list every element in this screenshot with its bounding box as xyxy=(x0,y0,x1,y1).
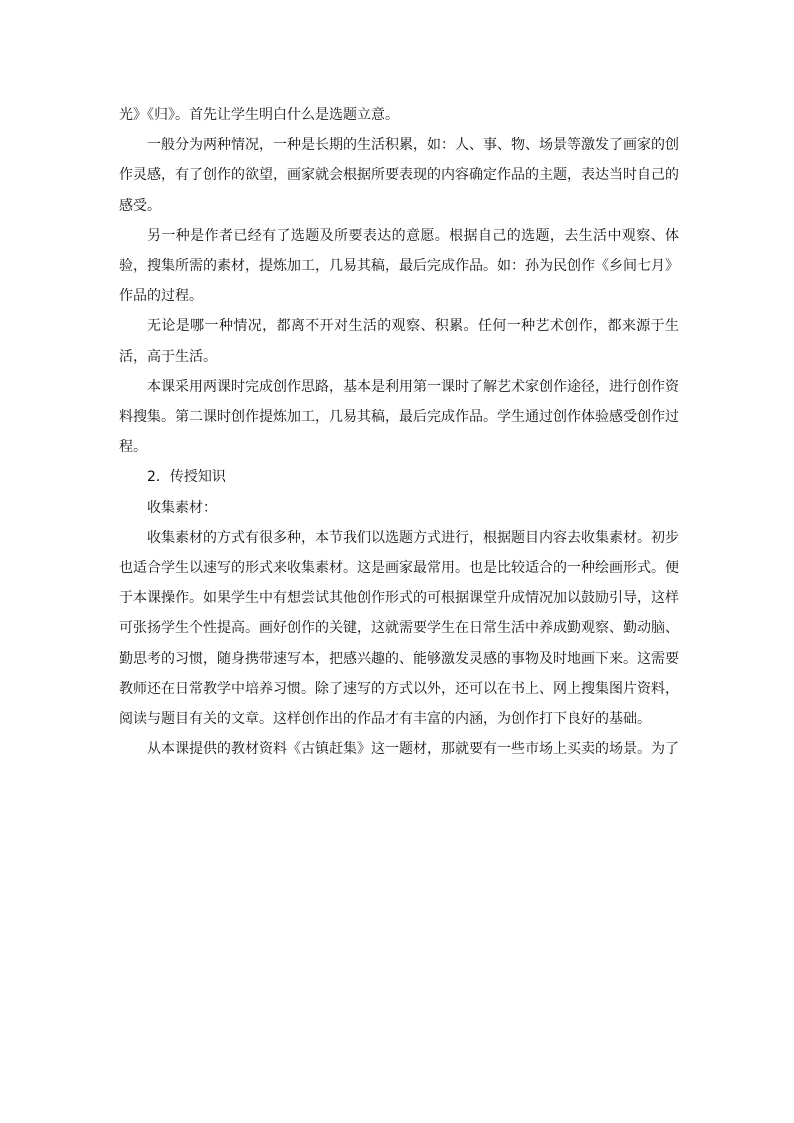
paragraph-two-lessons: 本课采用两课时完成创作思路，基本是利用第一课时了解艺术家创作途径，进行创作资料搜集。第二课时创作提炼加工，几易其稿，最后完成作品。学生通过创作体验感受创作过程。 xyxy=(119,378,679,456)
paragraph-two-situations: 一般分为两种情况，一种是长期的生活积累，如：人、事、物、场景等激发了画家的创作灵感，有了创作的欲望，画家就会根据所要表现的内容确定作品的主题，表达当时自己的感受。 xyxy=(119,137,679,214)
paragraph-another-situation: 另一种是作者已经有了选题及所要表达的意愿。根据自己的选题，去生活中观察、体验，搜集所需的素材，提炼加工，几易其稿，最后完成作品。如：孙为民创作《乡间七月》作品的过程。 xyxy=(119,227,679,305)
subheading-collect-materials: 收集素材： xyxy=(147,499,217,516)
paragraph-textbook-material: 从本课提供的教材资料《古镇赶集》这一题材，那就要有一些市场上买卖的场景。为了 xyxy=(147,741,679,758)
section-heading-knowledge: 2．传授知识 xyxy=(147,469,226,486)
paragraph-observation-accumulation: 无论是哪一种情况，都离不开对生活的观察、积累。任何一种艺术创作，都来源于生活，高于生活。 xyxy=(119,318,679,365)
paragraph-continued-title: 光》《归》。首先让学生明白什么是选题立意。 xyxy=(119,107,399,123)
document-body xyxy=(119,100,679,764)
paragraph-collect-methods: 收集素材的方式有很多种，本节我们以选题方式进行，根据题目内容去收集素材。初步也适合学生以速写的形式来收集素材。这是画家最常用。也是比较适合的一种绘画形式。便于本课操作。如果学生中有想尝试其他创作形式的可根据课堂升成情况加以鼓励引导，这样可张扬学生个性提高。画好创作的关键，这就需要学生在日常生活中养成勤观察、勤动脑、勤思考的习惯，随身携带速写本，把感兴趣的、能够激发灵感的事物及时地画下来。这需要教师还在日常教学中培养习惯。除了速写的方式以外，还可以在书上、网上搜集图片资料，阅读与题目有关的文章。这样创作出的作品才有丰富的内涵，为创作打下良好的基础。 xyxy=(119,529,679,728)
